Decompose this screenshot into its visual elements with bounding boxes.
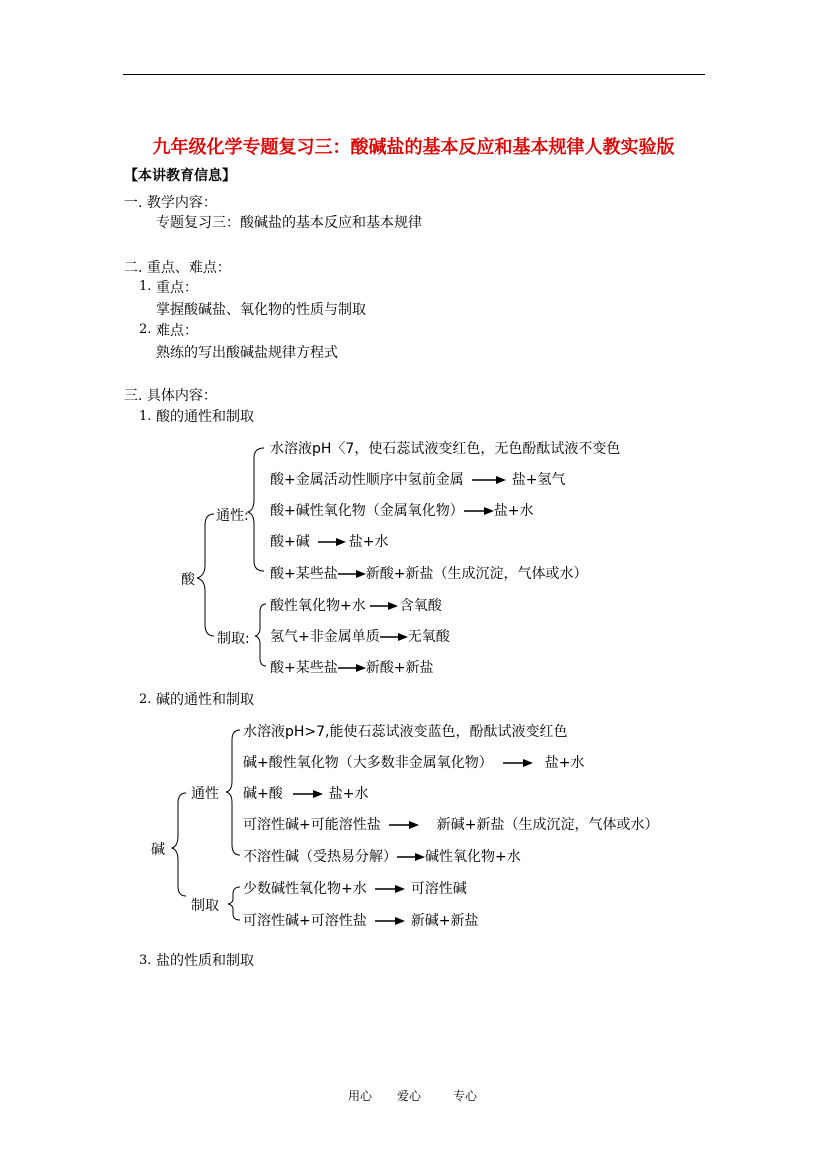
subsection-3-label: 盐的性质和制取 — [156, 953, 254, 969]
subsection-3-number: 3. — [139, 953, 152, 968]
section-2-item-1-number: 1. — [139, 279, 152, 294]
base-general-item-1: 水溶液pH>7,能使石蕊试液变蓝色，酚酞试液变红色 — [243, 724, 568, 740]
base-general-item-2: 碱+酸性氧化物（大多数非金属氧化物） 盐+水 — [243, 755, 585, 771]
acid-general-item-4: 酸+碱 盐+水 — [270, 534, 389, 550]
footer-text-1: 用心 — [348, 1089, 373, 1103]
arrow-icon — [338, 663, 366, 673]
acid-make-item-1: 酸性氧化物+水 含氧酸 — [270, 598, 442, 614]
arrow-icon — [338, 569, 366, 579]
subsection-2-number: 2. — [139, 692, 152, 707]
arrow-icon — [389, 820, 419, 830]
base-make-brace — [228, 887, 240, 920]
arrow-icon — [293, 789, 323, 799]
section-2-item-2-content: 熟练的写出酸碱盐规律方程式 — [156, 345, 338, 361]
base-general-item-4: 可溶性碱+可能溶性盐 新碱+新盐（生成沉淀，气体或水） — [243, 817, 659, 833]
acid-root-brace — [197, 514, 214, 636]
base-general-item-3: 碱+酸 盐+水 — [243, 786, 369, 802]
arrow-icon — [503, 758, 533, 768]
base-general-item-5: 不溶性碱（受热易分解） 碱性氧化物+水 — [243, 849, 521, 865]
base-make-label: 制取 — [191, 898, 219, 914]
section-2-label: 二. 重点、难点： — [124, 260, 231, 276]
arrow-icon — [397, 852, 425, 862]
arrow-icon — [472, 475, 506, 485]
base-general-brace — [226, 730, 240, 855]
section-1-content: 专题复习三：酸碱盐的基本反应和基本规律 — [156, 215, 422, 231]
base-make-item-1: 少数碱性氧化物+水 可溶性碱 — [243, 881, 467, 897]
base-make-item-2: 可溶性碱+可溶性盐 新碱+新盐 — [243, 913, 479, 929]
arrow-icon — [375, 884, 405, 894]
subsection-1-number: 1. — [139, 409, 152, 424]
acid-general-item-5: 酸+某些盐 新酸+新盐（生成沉淀，气体或水） — [270, 566, 588, 582]
base-general-label: 通性 — [191, 786, 219, 802]
acid-general-brace — [248, 448, 264, 571]
footer-text-2: 爱心 — [397, 1089, 422, 1103]
subsection-2-label: 碱的通性和制取 — [156, 692, 254, 708]
acid-root: 酸 — [181, 572, 195, 588]
document-title: 九年级化学专题复习三：酸碱盐的基本反应和基本规律人教实验版 — [152, 137, 675, 158]
acid-general-item-2: 酸+金属活动性顺序中氢前金属 盐+氢气 — [270, 472, 566, 488]
section-3-label: 三. 具体内容： — [124, 388, 217, 404]
acid-general-item-3: 酸+碱性氧化物（金属氧化物） 盐+水 — [270, 503, 534, 519]
base-root: 碱 — [151, 842, 165, 858]
arrow-icon — [318, 537, 346, 547]
arrow-icon — [464, 506, 494, 516]
arrow-icon — [375, 916, 405, 926]
arrow-icon — [370, 601, 398, 611]
footer-text-3: 专心 — [453, 1089, 478, 1103]
acid-make-item-2: 氢气+非金属单质 无氧酸 — [270, 629, 450, 645]
acid-make-brace — [255, 604, 266, 666]
acid-general-item-1: 水溶液pH〈7，使石蕊试液变红色，无色酚酞试液不变色 — [270, 441, 621, 457]
section-2-item-2-label: 难点： — [156, 323, 198, 339]
section-2-item-2-number: 2. — [139, 322, 152, 337]
arrow-icon — [380, 632, 408, 642]
acid-make-label: 制取: — [217, 631, 250, 647]
section-2-item-1-content: 掌握酸碱盐、氧化物的性质与制取 — [156, 302, 366, 318]
acid-make-item-3: 酸+某些盐 新酸+新盐 — [270, 660, 434, 676]
section-1-label: 一. 教学内容： — [124, 195, 217, 211]
section-2-item-1-label: 重点： — [156, 280, 198, 296]
info-heading: 【本讲教育信息】 — [124, 168, 236, 184]
base-root-brace — [172, 793, 186, 896]
subsection-1-label: 酸的通性和制取 — [156, 409, 254, 425]
acid-general-label: 通性: — [216, 508, 249, 524]
